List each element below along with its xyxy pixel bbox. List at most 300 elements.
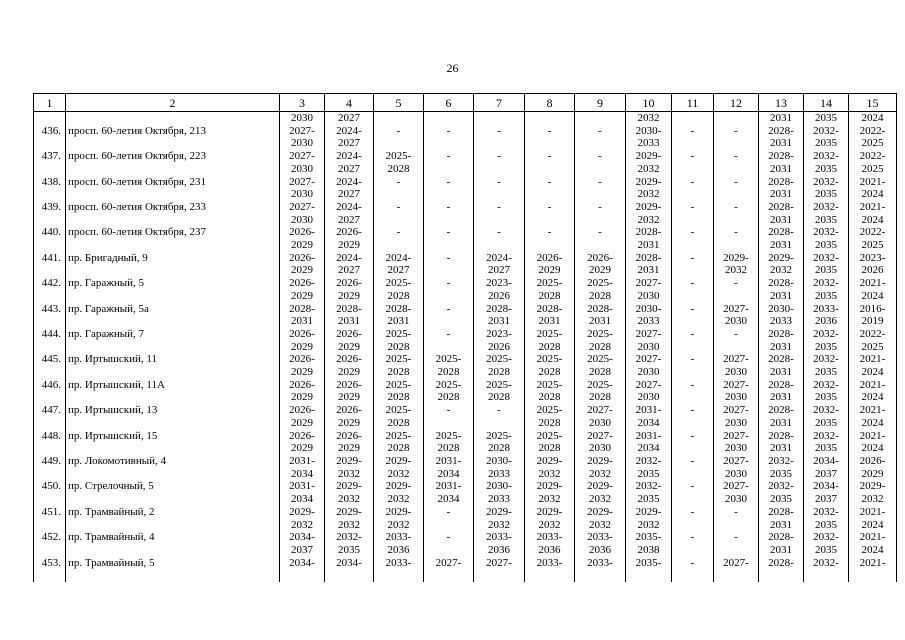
period-cell: 2032- 2035	[804, 176, 849, 201]
period-cell: 2021- 2024	[849, 176, 897, 201]
period-cell: 2029- 2032	[626, 150, 672, 175]
period-cell: 2025- 2028	[575, 379, 626, 404]
period-cell: 2021- 2024	[849, 201, 897, 226]
period-cell: 2025- 2028	[374, 404, 424, 429]
column-header-4: 4	[325, 94, 374, 112]
period-cell: 2025- 2028	[525, 404, 575, 429]
period-cell: 2028- 2031	[626, 226, 672, 251]
period-cell: 2021- 2024	[849, 430, 897, 455]
period-cell: -	[575, 125, 626, 150]
period-cell: 2025- 2028	[474, 379, 525, 404]
period-cell: 2021- 2024	[849, 353, 897, 378]
period-cell: 2029- 2032	[525, 506, 575, 531]
period-cell: 2026- 2029	[325, 226, 374, 251]
period-cell: 2021-	[849, 557, 897, 582]
period-cell: 2033-	[525, 557, 575, 582]
period-cell: 2029- 2032	[626, 201, 672, 226]
address-cell: пр. Стрелочный, 5	[66, 480, 280, 505]
period-cell: 2026- 2029	[525, 252, 575, 277]
period-cell: 2028- 2031	[759, 531, 804, 556]
carry-over-cell: 2024	[849, 112, 897, 125]
address-cell: просп. 60-летия Октября, 213	[66, 125, 280, 150]
period-cell: 2027- 2030	[280, 176, 325, 201]
period-cell: -	[672, 480, 714, 505]
period-cell: 2029- 2032	[325, 480, 374, 505]
column-header-9: 9	[575, 94, 626, 112]
period-cell: -	[525, 150, 575, 175]
period-cell: -	[672, 226, 714, 251]
period-cell: 2026- 2029	[280, 226, 325, 251]
period-cell: -	[672, 125, 714, 150]
table-row	[34, 379, 897, 404]
row-number: 442.	[34, 277, 66, 302]
period-cell: 2029- 2032	[626, 176, 672, 201]
period-cell: 2029- 2032	[849, 480, 897, 505]
period-cell: -	[424, 150, 474, 175]
table-row	[34, 557, 897, 582]
address-cell: пр. Трамвайный, 5	[66, 557, 280, 582]
period-cell: 2027- 2030	[575, 404, 626, 429]
carry-over-cell	[424, 112, 474, 125]
address-cell: пр. Локомотивный, 4	[66, 455, 280, 480]
table-row	[34, 201, 897, 226]
column-header-3: 3	[280, 94, 325, 112]
period-cell: 2025- 2028	[424, 353, 474, 378]
period-cell: -	[672, 303, 714, 328]
period-cell: 2027- 2030	[280, 201, 325, 226]
address-cell: просп. 60-летия Октября, 231	[66, 176, 280, 201]
period-cell: 2022- 2025	[849, 226, 897, 251]
address-cell: пр. Гаражный, 5а	[66, 303, 280, 328]
carry-over-cell: 2035	[804, 112, 849, 125]
table-row	[34, 150, 897, 175]
period-cell: 2032- 2035	[804, 430, 849, 455]
period-cell: 2028- 2031	[575, 303, 626, 328]
period-cell: 2026- 2029	[280, 430, 325, 455]
period-cell: 2029- 2032	[374, 480, 424, 505]
period-cell: 2026- 2029	[325, 277, 374, 302]
table-row	[34, 125, 897, 150]
period-cell: 2025- 2028	[575, 328, 626, 353]
carry-over-cell	[374, 112, 424, 125]
period-cell: -	[474, 176, 525, 201]
carry-over-cell	[575, 112, 626, 125]
period-cell: 2029- 2032	[759, 252, 804, 277]
period-cell: 2029- 2032	[575, 480, 626, 505]
row-number: 452.	[34, 531, 66, 556]
period-cell: 2027-	[424, 557, 474, 582]
period-cell: 2028- 2031	[759, 430, 804, 455]
period-cell: 2025- 2028	[525, 353, 575, 378]
period-cell: 2025- 2028	[374, 353, 424, 378]
period-cell: 2016- 2019	[849, 303, 897, 328]
address-cell: пр. Гаражный, 7	[66, 328, 280, 353]
period-cell: 2024- 2027	[374, 252, 424, 277]
column-header-5: 5	[374, 94, 424, 112]
period-cell: 2033- 2036	[525, 531, 575, 556]
period-cell: 2026- 2029	[325, 404, 374, 429]
carry-over-cell: 2027	[325, 112, 374, 125]
row-number: 447.	[34, 404, 66, 429]
period-cell: 2033- 2036	[804, 303, 849, 328]
period-cell: 2028- 2031	[759, 176, 804, 201]
period-cell: 2032- 2035	[804, 353, 849, 378]
carry-over-cell	[672, 112, 714, 125]
period-cell: -	[424, 226, 474, 251]
period-cell: 2030- 2033	[626, 303, 672, 328]
column-header-12: 12	[714, 94, 759, 112]
period-cell: 2026- 2029	[325, 430, 374, 455]
period-cell: 2025- 2028	[474, 353, 525, 378]
period-cell: -	[525, 201, 575, 226]
row-number: 443.	[34, 303, 66, 328]
period-cell: 2022- 2025	[849, 125, 897, 150]
row-number: 451.	[34, 506, 66, 531]
period-cell: 2025- 2028	[525, 379, 575, 404]
period-cell: 2031- 2034	[626, 430, 672, 455]
period-cell: 2023- 2026	[849, 252, 897, 277]
address-cell: просп. 60-летия Октября, 233	[66, 201, 280, 226]
period-cell: -	[474, 404, 525, 429]
period-cell: -	[714, 506, 759, 531]
period-cell: 2025- 2028	[374, 150, 424, 175]
period-cell: -	[672, 201, 714, 226]
period-cell: 2024- 2027	[325, 125, 374, 150]
address-cell: пр. Бригадный, 9	[66, 252, 280, 277]
table-header-row	[34, 94, 897, 112]
table-body	[34, 112, 897, 583]
period-cell: 2033- 2036	[374, 531, 424, 556]
period-cell: 2028- 2031	[759, 226, 804, 251]
table-row	[34, 455, 897, 480]
period-cell: -	[575, 150, 626, 175]
period-cell: 2029- 2032	[714, 252, 759, 277]
period-cell: 2027- 2030	[626, 328, 672, 353]
period-cell: 2023- 2026	[474, 277, 525, 302]
table-row	[34, 353, 897, 378]
period-cell: 2027- 2030	[714, 480, 759, 505]
period-cell: 2026- 2029	[280, 328, 325, 353]
period-cell: 2025- 2028	[525, 277, 575, 302]
period-cell: 2027- 2030	[626, 353, 672, 378]
period-cell: 2025- 2028	[374, 379, 424, 404]
period-cell: 2031- 2034	[424, 480, 474, 505]
period-cell: 2028- 2031	[374, 303, 424, 328]
period-cell: -	[714, 277, 759, 302]
column-header-6: 6	[424, 94, 474, 112]
address-cell: пр. Иртышский, 13	[66, 404, 280, 429]
period-cell: 2025- 2028	[474, 430, 525, 455]
period-cell: 2026- 2029	[325, 328, 374, 353]
period-cell: -	[374, 226, 424, 251]
period-cell: 2025- 2028	[374, 328, 424, 353]
period-cell: 2031- 2034	[424, 455, 474, 480]
period-cell: 2032- 2035	[804, 226, 849, 251]
column-header-13: 13	[759, 94, 804, 112]
period-cell: 2032- 2035	[804, 404, 849, 429]
period-cell: -	[424, 506, 474, 531]
carry-over-cell	[34, 112, 66, 125]
period-cell: -	[374, 201, 424, 226]
column-header-7: 7	[474, 94, 525, 112]
period-cell: 2021- 2024	[849, 506, 897, 531]
period-cell: 2025- 2028	[575, 277, 626, 302]
carry-over-cell	[474, 112, 525, 125]
period-cell: 2032- 2035	[804, 531, 849, 556]
period-cell: 2034- 2037	[280, 531, 325, 556]
period-cell: -	[672, 455, 714, 480]
address-cell: пр. Гаражный, 5	[66, 277, 280, 302]
period-cell: 2034-	[280, 557, 325, 582]
period-cell: 2029- 2032	[474, 506, 525, 531]
period-cell: -	[672, 176, 714, 201]
period-cell: 2027- 2030	[626, 379, 672, 404]
period-cell: 2026- 2029	[280, 379, 325, 404]
period-cell: -	[672, 531, 714, 556]
period-cell: 2033-	[374, 557, 424, 582]
period-cell: -	[424, 531, 474, 556]
table-row	[34, 176, 897, 201]
table-row	[34, 303, 897, 328]
period-cell: -	[474, 150, 525, 175]
period-cell: 2033- 2036	[474, 531, 525, 556]
period-cell: 2032- 2035	[804, 125, 849, 150]
period-cell: 2028- 2031	[325, 303, 374, 328]
period-cell: -	[714, 150, 759, 175]
period-cell: 2031- 2034	[280, 480, 325, 505]
period-cell: 2032- 2035	[804, 277, 849, 302]
period-cell: 2028- 2031	[759, 277, 804, 302]
row-number: 445.	[34, 353, 66, 378]
column-header-14: 14	[804, 94, 849, 112]
row-number: 444.	[34, 328, 66, 353]
carry-over-cell	[714, 112, 759, 125]
period-cell: -	[424, 404, 474, 429]
period-cell: 2029- 2032	[280, 506, 325, 531]
period-cell: 2021- 2024	[849, 277, 897, 302]
period-cell: 2033-	[575, 557, 626, 582]
period-cell: 2026- 2029	[280, 353, 325, 378]
period-cell: 2034- 2037	[804, 455, 849, 480]
table-row	[34, 277, 897, 302]
period-cell: 2027- 2030	[714, 353, 759, 378]
period-cell: 2026- 2029	[849, 455, 897, 480]
period-cell: -	[474, 226, 525, 251]
carry-over-cell: 2032	[626, 112, 672, 125]
row-number: 440.	[34, 226, 66, 251]
column-header-11: 11	[672, 94, 714, 112]
period-cell: 2024- 2027	[325, 150, 374, 175]
period-cell: 2025- 2028	[575, 353, 626, 378]
period-cell: 2032- 2035	[804, 328, 849, 353]
row-number: 436.	[34, 125, 66, 150]
period-cell: -	[714, 226, 759, 251]
period-cell: 2027- 2030	[714, 404, 759, 429]
period-cell: 2030- 2033	[759, 303, 804, 328]
period-cell: 2032- 2035	[626, 455, 672, 480]
address-cell: пр. Трамвайный, 2	[66, 506, 280, 531]
period-cell: 2027- 2030	[626, 277, 672, 302]
period-cell: 2028- 2031	[759, 404, 804, 429]
period-cell: 2030- 2033	[626, 125, 672, 150]
period-cell: 2024- 2027	[325, 176, 374, 201]
period-cell: 2026- 2029	[280, 404, 325, 429]
period-cell: 2029- 2032	[626, 506, 672, 531]
period-cell: 2029- 2032	[525, 455, 575, 480]
period-cell: -	[525, 125, 575, 150]
row-number: 446.	[34, 379, 66, 404]
period-cell: -	[374, 125, 424, 150]
period-cell: 2028- 2031	[525, 303, 575, 328]
period-cell: -	[575, 176, 626, 201]
period-cell: -	[525, 226, 575, 251]
period-cell: 2026- 2029	[575, 252, 626, 277]
period-cell: 2029- 2032	[575, 455, 626, 480]
period-cell: 2025- 2028	[525, 430, 575, 455]
row-number: 453.	[34, 557, 66, 582]
period-cell: 2029- 2032	[374, 506, 424, 531]
period-cell: -	[672, 353, 714, 378]
address-cell: пр. Иртышский, 15	[66, 430, 280, 455]
carry-over-cell	[525, 112, 575, 125]
period-cell: -	[525, 176, 575, 201]
period-cell: -	[424, 328, 474, 353]
table-row	[34, 404, 897, 429]
period-cell: 2028- 2031	[759, 353, 804, 378]
period-cell: 2028- 2031	[759, 125, 804, 150]
period-cell: 2033- 2036	[575, 531, 626, 556]
period-cell: 2027- 2030	[280, 150, 325, 175]
period-cell: 2032- 2035	[804, 150, 849, 175]
period-cell: -	[672, 430, 714, 455]
table-row	[34, 328, 897, 353]
period-cell: -	[374, 176, 424, 201]
period-cell: -	[474, 125, 525, 150]
period-cell: 2027- 2030	[714, 430, 759, 455]
period-cell: 2029- 2032	[575, 506, 626, 531]
period-cell: 2021- 2024	[849, 404, 897, 429]
period-cell: 2023- 2026	[474, 328, 525, 353]
period-cell: 2022- 2025	[849, 328, 897, 353]
period-cell: 2030- 2033	[474, 480, 525, 505]
period-cell: -	[714, 328, 759, 353]
period-cell: -	[672, 277, 714, 302]
period-cell: 2028- 2031	[280, 303, 325, 328]
period-cell: 2032- 2035	[759, 480, 804, 505]
period-cell: 2028- 2031	[759, 150, 804, 175]
period-cell: 2024- 2027	[474, 252, 525, 277]
period-cell: 2022- 2025	[849, 150, 897, 175]
address-cell: пр. Иртышский, 11А	[66, 379, 280, 404]
page-number: 26	[446, 61, 459, 75]
period-cell: -	[575, 201, 626, 226]
period-cell: -	[672, 404, 714, 429]
period-cell: -	[672, 506, 714, 531]
carry-over-cell: 2031	[759, 112, 804, 125]
address-cell: пр. Иртышский, 11	[66, 353, 280, 378]
period-cell: 2032-	[804, 557, 849, 582]
row-number: 438.	[34, 176, 66, 201]
period-cell: -	[424, 277, 474, 302]
period-cell: 2027-	[714, 557, 759, 582]
period-cell: 2025- 2028	[374, 277, 424, 302]
table-row	[34, 480, 897, 505]
period-cell: 2031- 2034	[280, 455, 325, 480]
column-header-8: 8	[525, 94, 575, 112]
period-cell: 2032- 2035	[759, 455, 804, 480]
period-cell: 2032- 2035	[626, 480, 672, 505]
address-cell: пр. Трамвайный, 4	[66, 531, 280, 556]
period-cell: 2032- 2035	[804, 252, 849, 277]
period-cell: -	[424, 303, 474, 328]
period-cell: 2029- 2032	[325, 506, 374, 531]
period-cell: -	[672, 379, 714, 404]
repair-schedule-table	[33, 93, 897, 582]
period-cell: -	[424, 252, 474, 277]
row-number: 439.	[34, 201, 66, 226]
period-cell: 2021- 2024	[849, 379, 897, 404]
period-cell: 2027- 2030	[714, 303, 759, 328]
period-cell: 2030- 2033	[474, 455, 525, 480]
period-cell: -	[575, 226, 626, 251]
period-cell: -	[672, 557, 714, 582]
period-cell: 2035- 2038	[626, 531, 672, 556]
period-cell: 2032- 2035	[325, 531, 374, 556]
carry-over-cell: 2030	[280, 112, 325, 125]
period-cell: -	[714, 125, 759, 150]
period-cell: -	[714, 531, 759, 556]
period-cell: 2028-	[759, 557, 804, 582]
period-cell: 2029- 2032	[325, 455, 374, 480]
period-cell: 2032- 2035	[804, 379, 849, 404]
period-cell: 2028- 2031	[626, 252, 672, 277]
period-cell: 2025- 2028	[525, 328, 575, 353]
column-header-1: 1	[34, 94, 66, 112]
period-cell: -	[714, 176, 759, 201]
period-cell: 2027- 2030	[575, 430, 626, 455]
carry-over-row	[34, 112, 897, 125]
period-cell: -	[424, 125, 474, 150]
row-number: 450.	[34, 480, 66, 505]
period-cell: 2024- 2027	[325, 201, 374, 226]
period-cell: -	[424, 176, 474, 201]
period-cell: 2029- 2032	[374, 455, 424, 480]
carry-over-cell	[66, 112, 280, 125]
period-cell: 2027- 2030	[280, 125, 325, 150]
address-cell: просп. 60-летия Октября, 223	[66, 150, 280, 175]
period-cell: 2027-	[474, 557, 525, 582]
period-cell: -	[672, 252, 714, 277]
period-cell: -	[424, 201, 474, 226]
row-number: 437.	[34, 150, 66, 175]
period-cell: 2025- 2028	[424, 430, 474, 455]
period-cell: 2032- 2035	[804, 506, 849, 531]
period-cell: 2027- 2030	[714, 455, 759, 480]
row-number: 449.	[34, 455, 66, 480]
period-cell: 2028- 2031	[759, 379, 804, 404]
period-cell: -	[474, 201, 525, 226]
period-cell: 2032- 2035	[804, 201, 849, 226]
period-cell: 2031- 2034	[626, 404, 672, 429]
period-cell: -	[672, 150, 714, 175]
period-cell: 2025- 2028	[374, 430, 424, 455]
period-cell: 2026- 2029	[325, 379, 374, 404]
table-row	[34, 430, 897, 455]
period-cell: 2026- 2029	[280, 277, 325, 302]
row-number: 448.	[34, 430, 66, 455]
period-cell: 2027- 2030	[714, 379, 759, 404]
period-cell: 2028- 2031	[759, 506, 804, 531]
